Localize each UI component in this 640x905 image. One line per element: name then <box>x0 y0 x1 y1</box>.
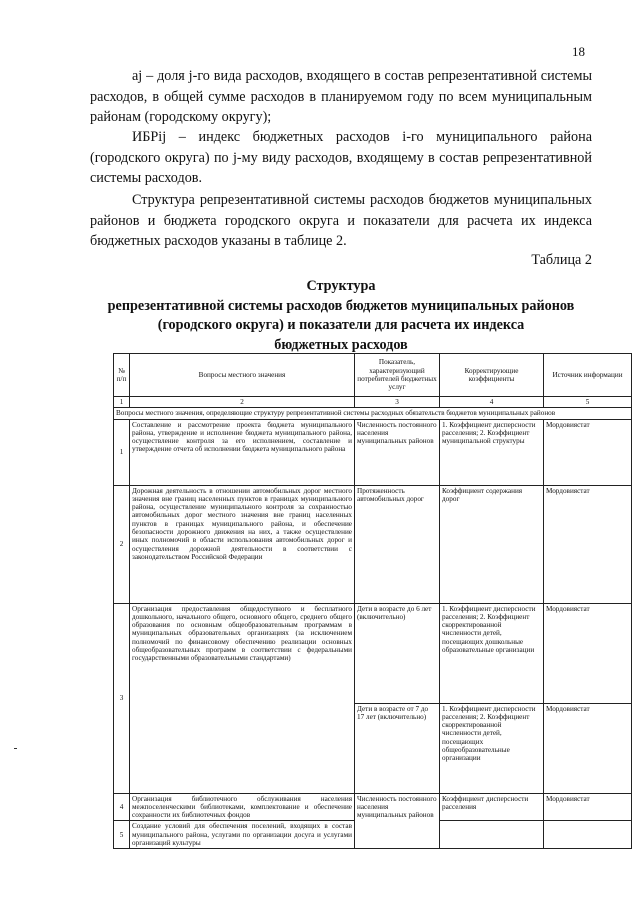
title-line-4: бюджетных расходов <box>274 336 408 353</box>
row-number: 5 <box>114 821 130 849</box>
row-source: Мордовиястат <box>544 603 632 703</box>
row-question: Организация библиотечного обслуживания населения межпоселенческими библиотеками, комплектование и обеспечение сохранности их библиотечных фондов <box>130 793 355 821</box>
header-source: Источник информации <box>544 354 632 397</box>
col-number: 5 <box>544 397 632 408</box>
row-coefficients: 1. Коэффициент дисперсности расселения; 2. Коэффициент муниципальной структуры <box>440 419 544 485</box>
row-source: Мордовиястат <box>544 703 632 793</box>
row-number: 2 <box>114 485 130 603</box>
title-line-3: (городского округа) и показатели для расчета их индекса <box>157 317 525 333</box>
row-question: Организация предоставления общедоступного и бесплатного дошкольного, начального общего, основного общего, среднего общего образования по основным общеобразовательным программам в муниципальных образовательных организациях (за исключением полномочий по финансовому обеспечению реализации основных общеобразовательных программ в соответствии с федеральными государственными образовательными стандартами) <box>130 603 355 793</box>
row-question: Составление и рассмотрение проекта бюджета муниципального района, утверждение и исполнение бюджета муниципального района, осуществление контроля за его исполнением, составление и утверждение отчета об исполнении бюджета муниципального района <box>130 419 355 485</box>
row-number: 4 <box>114 793 130 821</box>
row-indicator: Дети в возрасте от 7 до 17 лет (включительно) <box>355 703 440 793</box>
header-indicator: Показатель, характеризующий потребителей бюджетных услуг <box>355 354 440 397</box>
row-coefficients: 1. Коэффициент дисперсности расселения; 2. Коэффициент скорректированной численности детей, посещающих общеобразовательные организации <box>440 703 544 793</box>
paragraph-ibr: ИБРij – индекс бюджетных расходов i-го муниципального района (городского округа) по j-му виду расходов, входящему в состав репрезентативной системы расходов. <box>90 129 592 186</box>
table-header-row <box>114 354 632 397</box>
section-row <box>114 408 632 419</box>
row-coefficients: 1. Коэффициент дисперсности расселения; 2. Коэффициент скорректированной численности детей, посещающих дошкольные образовательные организации <box>440 603 544 703</box>
section-heading: Вопросы местного значения, определяющие структуру репрезентативной системы расходных обязательств бюджетов муниципальных районов <box>114 408 632 419</box>
table-row <box>114 419 632 485</box>
column-number-row <box>114 397 632 408</box>
row-coefficients <box>440 821 544 849</box>
row-coefficients: Коэффициент дисперсности расселения <box>440 793 544 821</box>
row-source: Мордовиястат <box>544 793 632 821</box>
col-number: 2 <box>130 397 355 408</box>
table-row <box>114 603 632 703</box>
title-line-2: репрезентативной системы расходов бюджетов муниципальных районов <box>107 297 575 314</box>
row-coefficients: Коэффициент содержания дорог <box>440 485 544 603</box>
row-question: Дорожная деятельность в отношении автомобильных дорог местного значения вне границ населенных пунктов в границах муниципального района, осуществление муниципального контроля за сохранностью автомобильных дорог местного значения вне границ населенных пунктов в границах муниципального района, и обеспечение безопасности дорожного движения на них, а также осуществление иных полномочий в области использования автомобильных дорог и осуществления дорожной деятельности в соответствии с законодательством Российской Федерации <box>130 485 355 603</box>
row-number: 3 <box>114 603 130 793</box>
table-row <box>114 485 632 603</box>
row-question: Создание условий для обеспечения поселений, входящих в состав муниципального района, услугами по организации досуга и услугами организаций культуры <box>130 821 355 849</box>
row-indicator: Численность постоянного населения муниципальных районов <box>355 793 440 849</box>
col-number: 4 <box>440 397 544 408</box>
table-title <box>90 277 592 355</box>
paragraph-structure: Структура репрезентативной системы расходов бюджетов муниципальных районов и бюджета городского округа и показатели для расчета их индекса бюджетных расходов указаны в таблице 2. <box>90 192 592 249</box>
row-number: 1 <box>114 419 130 485</box>
row-source: Мордовиястат <box>544 485 632 603</box>
paragraph-aj: aj – доля j-го вида расходов, входящего в состав репрезентативной системы расходов, в общей сумме расходов в планируемом году по всем муниципальным районам (городскому округу); <box>90 68 592 125</box>
page-number: 18 <box>572 44 585 59</box>
header-num: № п/п <box>114 354 130 397</box>
table-row <box>114 793 632 821</box>
row-indicator: Численность постоянного населения муниципальных районов <box>355 419 440 485</box>
col-number: 3 <box>355 397 440 408</box>
row-indicator: Протяженность автомобильных дорог <box>355 485 440 603</box>
row-source: Мордовиястат <box>544 419 632 485</box>
structure-table <box>113 353 632 849</box>
table-label: Таблица 2 <box>531 252 592 268</box>
header-question: Вопросы местного значения <box>130 354 355 397</box>
header-coefficients: Корректирующие коэффициенты <box>440 354 544 397</box>
title-line-1: Структура <box>306 278 376 294</box>
margin-mark <box>14 748 17 749</box>
col-number: 1 <box>114 397 130 408</box>
row-source <box>544 821 632 849</box>
row-indicator: Дети в возрасте до 6 лет (включительно) <box>355 603 440 703</box>
